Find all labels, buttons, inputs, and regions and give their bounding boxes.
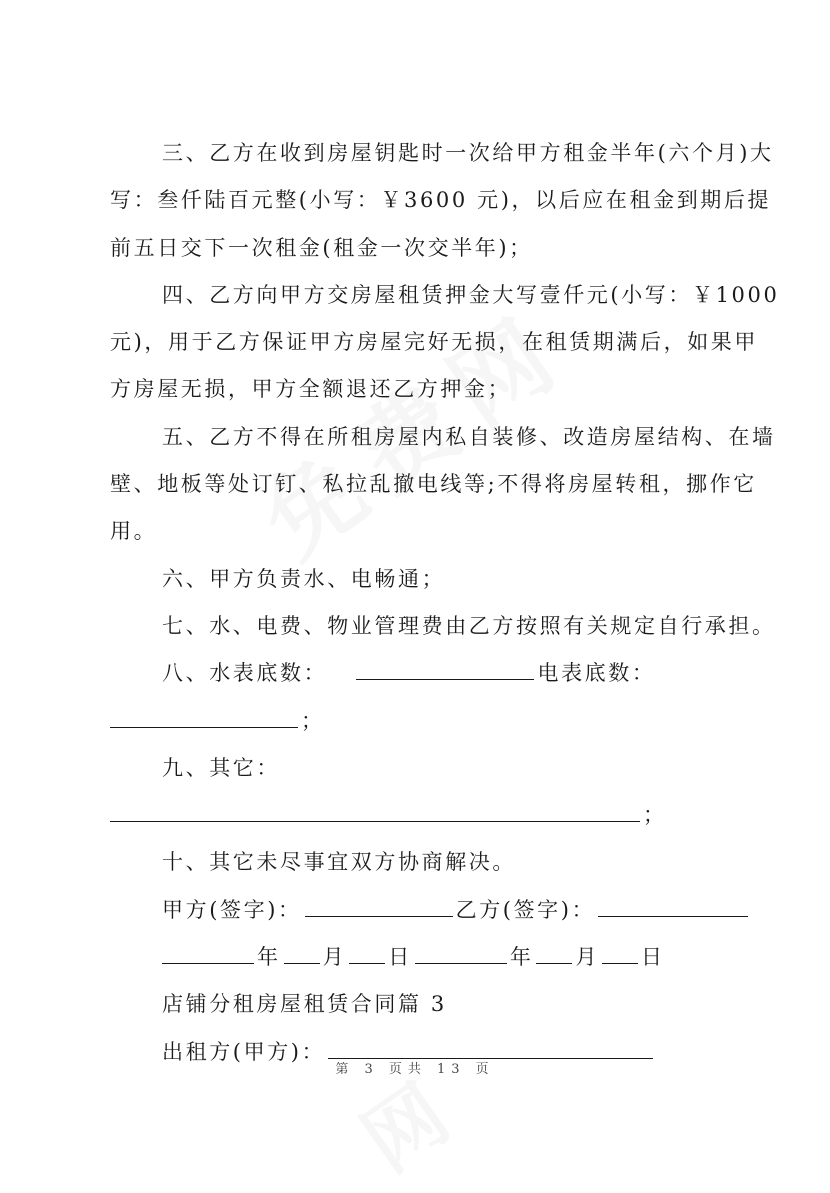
party-b-signature-label: 乙方(签字)： [455,897,596,922]
date-b-year-blank [415,943,507,964]
clause-7: 七、水、电费、物业管理费由乙方按照有关规定自行承担。 [162,613,776,638]
date-b-year: 年 [509,945,534,970]
clause-9-end: ； [643,803,667,828]
date-b-month-blank [536,943,572,964]
lessor-blank [328,1038,653,1059]
clause-5-line-2: 壁、地板等处订钉、私拉乱撤电线等;不得将房屋转租，挪作它 [110,472,757,497]
clause-9: 九、其它： [162,755,280,780]
clause-4-line-2: 元)，用于乙方保证甲方房屋完好无损，在租赁期满后，如果甲 [110,330,758,355]
date-a-day: 日 [388,945,412,970]
party-a-signature-label: 甲方(签字)： [162,897,302,922]
party-a-signature-blank [305,896,453,917]
clause-9-continued [110,792,740,839]
water-meter-blank [356,659,534,680]
signature-line [110,887,740,934]
date-line [110,934,740,981]
clause-10: 十、其它未尽事宜双方协商解决。 [162,850,516,875]
clause-5-line-3: 用。 [110,519,158,544]
water-meter-label: 八、水表底数： [162,661,328,686]
clause-3-line-3: 前五日交下一次租金(租金一次交半年)； [110,235,533,260]
electric-meter-blank [110,707,298,728]
party-b-signature-blank [598,896,748,917]
date-a-year-blank [162,943,254,964]
clause-5-line-1: 五、乙方不得在所租房屋内私自装修、改造房屋结构、在墙 [162,424,776,449]
section-title: 店铺分租房屋租赁合同篇 3 [162,992,447,1017]
page-footer: 第 3 页共 13 页 [335,1062,495,1077]
clause-3-line-1: 三、乙方在收到房屋钥匙时一次给甲方租金半年(六个月)大 [162,141,774,165]
date-a-month-blank [284,943,320,964]
date-b-month: 月 [575,945,600,970]
clause-3-line-2: 写：叁仟陆百元整(小写：￥3600 元)，以后应在租金到期后提 [110,188,772,213]
clause-4-line-3: 方房屋无损，甲方全额退还乙方押金； [110,377,512,402]
clause-8 [110,650,740,697]
other-terms-blank [110,801,640,822]
date-b-day-blank [602,943,638,964]
date-b-day: 日 [641,945,665,970]
date-a-day-blank [349,943,385,964]
clause-6: 六、甲方负责水、电畅通； [162,566,446,591]
date-a-year: 年 [257,945,281,970]
electric-meter-label: 电表底数： [537,661,656,686]
document-body [110,130,780,1076]
clause-8-continued [110,698,740,745]
clause-4-line-1: 四、乙方向甲方交房屋租赁押金大写壹仟元(小写：￥1000 [162,282,780,307]
lessor-label: 出租方(甲方)： [162,1039,326,1064]
date-a-month: 月 [322,945,347,970]
clause-8-end: ； [301,708,325,733]
